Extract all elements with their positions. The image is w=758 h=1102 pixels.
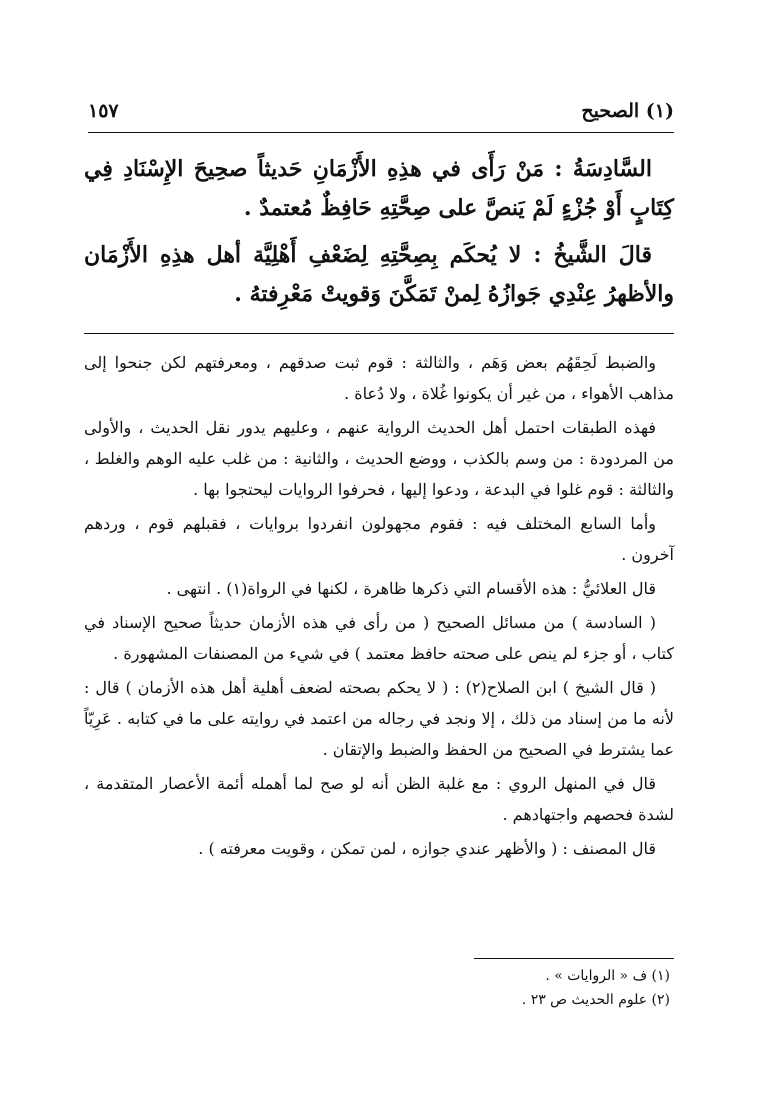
commentary-paragraph: ( السادسة ) من مسائل الصحيح ( من رأى في هذه الأزمان حديثاً صحيح الإسناد في كتاب ، أو جزء لم ينص على صحته حافظ معتمد ) في شيء من المصنفات المشهورة . (84, 613, 674, 663)
separator-rule (84, 333, 674, 334)
page-number: ١٥٧ (88, 100, 119, 122)
commentary-paragraph: فهذه الطبقات احتمل أهل الحديث الرواية عنهم ، وعليهم يدور نقل الحديث ، والأولى من المردودة : من وسم بالكذب ، ووضع الحديث ، والثانية : من غلب عليه الوهم والغلط ، والثالثة : قوم غلوا في البدعة ، ودعوا إليها ، فحرفوا الروايات ليحتجوا بها . (84, 418, 674, 499)
commentary-paragraph: قال العلائيُّ : هذه الأقسام التي ذكرها ظاهرة ، لكنها في الرواة(١) . انتهى . (166, 579, 656, 598)
footnote: (٢) علوم الحديث ص ٢٣ . (521, 992, 670, 1008)
running-header (88, 96, 674, 133)
footnote-rule (474, 958, 674, 959)
commentary-paragraph: قال في المنهل الروي : مع غلبة الظن أنه لو صح لما أهمله أئمة الأعصار المتقدمة ، لشدة فحصهم واجتهادهم . (84, 774, 674, 824)
commentary-paragraph: والضبط لَحِقَهُم بعض وَهَم ، والثالثة : قوم ثبت صدقهم ، ومعرفتهم لكن جنحوا إلى مذاهب الأهواء ، من غير أن يكونوا غُلاة ، ولا دُعاة . (84, 353, 674, 403)
commentary-paragraph: ( قال الشيخ ) ابن الصلاح(٢) : ( لا يحكم بصحته لضعف أهلية أهل هذه الأزمان ) قال : لأنه ما من إسناد من ذلك ، إلا ونجد في رجاله من اعتمد في روايته على ما في كتابه . عَرِيّاً عما يشترط في الصحيح من الحفظ والضبط والإتقان . (84, 678, 674, 759)
commentary-text (84, 347, 674, 867)
commentary-paragraph: وأما السابع المختلف فيه : فقوم مجهولون انفردوا بروايات ، فقبلهم قوم ، وردهم آخرون . (84, 514, 674, 564)
footnote: (١) ف « الروايات » . (545, 968, 670, 984)
footnotes (84, 964, 670, 1012)
main-paragraph: السَّادِسَةُ : مَنْ رَأَى في هذِهِ الأَزْمَانِ حَديثاً صحِيحَ الإِسْنَادِ فِي كِتَابٍ أَوْ جُزْءٍ لَمْ يَنصَّ على صِحَّتِهِ حَافِظٌ مُعتمدٌ . (84, 156, 674, 221)
main-text (84, 150, 674, 322)
commentary-paragraph: قال المصنف : ( والأظهر عندي جوازه ، لمن تمكن ، وقويت معرفته ) . (198, 839, 656, 858)
chapter-title: (١) الصحيح (581, 100, 674, 122)
main-paragraph: قالَ الشَّيخُ : لا يُحكَم بِصِحَّتِهِ لِضَعْفِ أَهْلِيَّة أهل هذِهِ الأَزْمَان والأظهرُ عِنْدِي جَوازُهُ لِمنْ تَمَكَّنَ وَقويتْ مَعْرِفتهُ . (84, 242, 674, 307)
